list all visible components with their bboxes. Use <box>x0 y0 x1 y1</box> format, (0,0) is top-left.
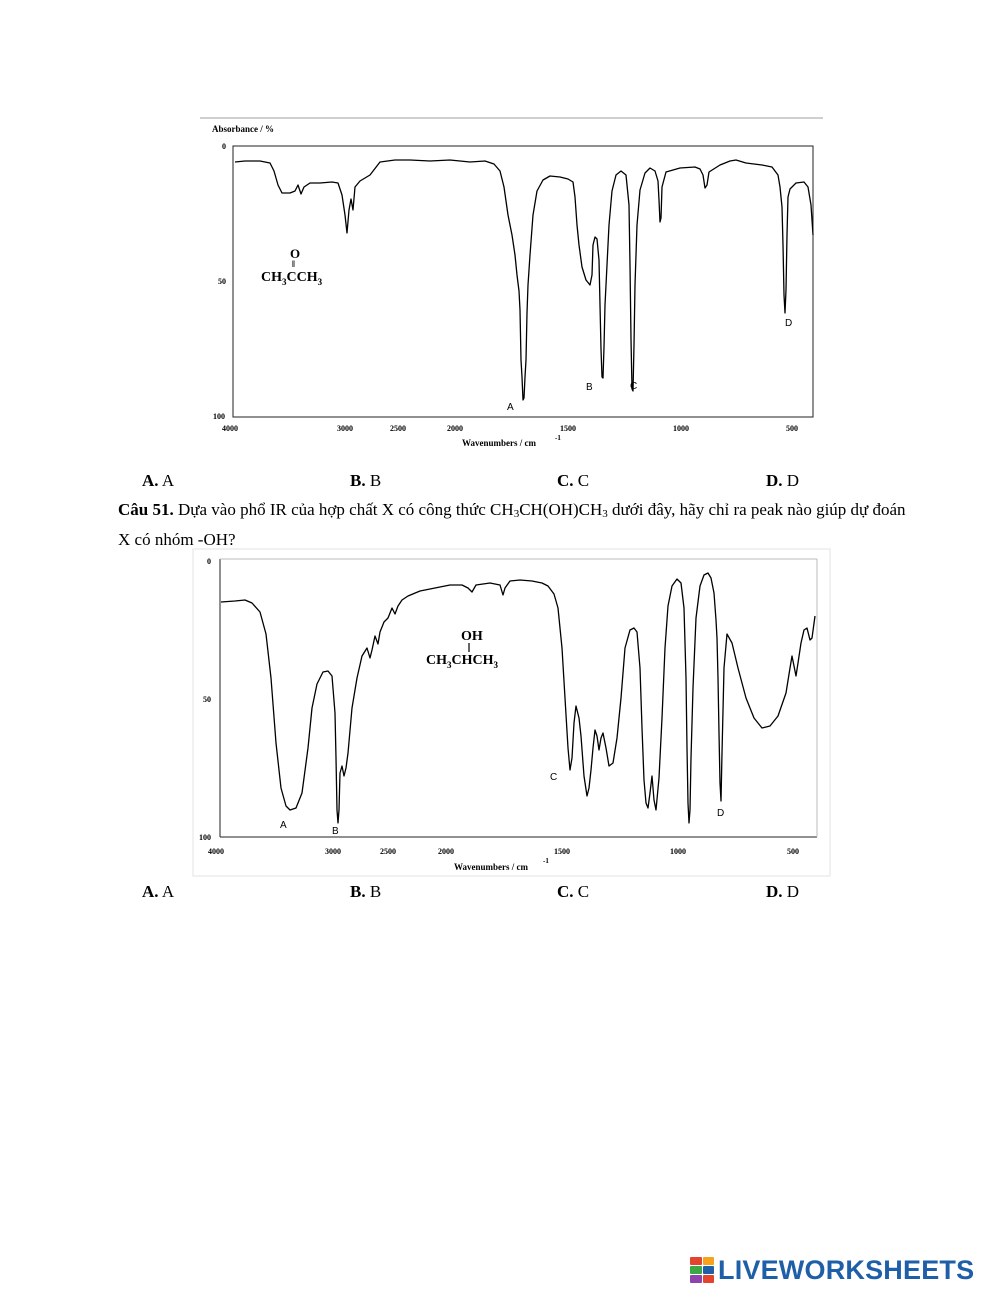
x-tick-1000: 1000 <box>670 847 686 856</box>
option-a[interactable]: A. A <box>142 882 175 901</box>
option-b[interactable]: B. B <box>350 882 382 901</box>
x-tick-3000: 3000 <box>325 847 341 856</box>
x-axis-title: Wavenumbers / cm <box>454 862 528 872</box>
x-tick-2500: 2500 <box>390 424 406 433</box>
x-tick-1000: 1000 <box>673 424 689 433</box>
liveworksheets-icon <box>690 1257 714 1283</box>
x-tick-500: 500 <box>786 424 798 433</box>
answer-options-2 <box>0 882 1000 906</box>
y-tick-50: 50 <box>203 695 211 704</box>
option-c[interactable]: C. C <box>557 882 590 901</box>
x-tick-2500: 2500 <box>380 847 396 856</box>
x-tick-4000: 4000 <box>222 424 238 433</box>
peak-label-b: B <box>586 382 593 393</box>
y-tick-100: 100 <box>213 412 225 421</box>
structure-formula-acetone: $CH_3CCH_3$ <box>261 270 323 287</box>
structure-carbonyl-o: O <box>290 246 301 261</box>
question-number: Câu 51. <box>118 500 174 519</box>
x-tick-4000: 4000 <box>208 847 224 856</box>
y-tick-50: 50 <box>218 277 226 286</box>
x-axis-exponent: -1 <box>543 857 549 865</box>
x-tick-3000: 3000 <box>337 424 353 433</box>
spectrum-trace <box>221 573 815 823</box>
liveworksheets-logo <box>690 1255 974 1285</box>
answer-options-1 <box>0 471 1000 495</box>
y-axis-title: Absorbance / % <box>212 124 275 134</box>
option-a[interactable]: A. A <box>142 471 175 490</box>
structure-formula-isopropanol: $CH_3CHCH_3$ <box>426 653 498 670</box>
y-tick-100: 100 <box>199 833 211 842</box>
x-tick-2000: 2000 <box>438 847 454 856</box>
liveworksheets-wordmark: LIVEWORKSHEETS <box>718 1254 975 1285</box>
option-b[interactable]: B. B <box>350 471 382 490</box>
peak-label-c: C <box>630 381 638 392</box>
peak-label-a: A <box>280 820 287 831</box>
y-tick-0: 0 <box>222 142 226 151</box>
ir-spectrum-acetone <box>200 115 825 460</box>
structure-double-bond: ǁ <box>292 259 295 269</box>
x-tick-500: 500 <box>787 847 799 856</box>
x-tick-1500: 1500 <box>554 847 570 856</box>
x-tick-1500: 1500 <box>560 424 576 433</box>
peak-label-c: C <box>550 772 558 783</box>
ir-spectrum-isopropanol <box>190 548 832 878</box>
x-axis-title: Wavenumbers / cm <box>462 438 536 448</box>
ir-spectrum-isopropanol-svg <box>190 548 832 878</box>
peak-label-a: A <box>507 402 514 413</box>
peak-label-d: D <box>785 318 793 329</box>
x-axis-exponent: -1 <box>555 434 561 442</box>
structure-hydroxyl: OH <box>461 629 483 644</box>
option-c[interactable]: C. C <box>557 471 590 490</box>
image-border <box>193 549 830 876</box>
option-d[interactable]: D. D <box>766 471 800 490</box>
peak-label-d: D <box>717 808 725 819</box>
option-d[interactable]: D. D <box>766 882 800 901</box>
y-tick-0: 0 <box>207 557 211 566</box>
x-tick-2000: 2000 <box>447 424 463 433</box>
ir-spectrum-acetone-svg <box>200 115 825 460</box>
question-51: Câu 51. Dựa vào phổ IR của hợp chất X có công thức $CH_3CH(OH)CH_3$ dưới đây, hãy chỉ ra peak nào giúp dự đoán X có nhóm -OH? <box>118 500 906 549</box>
peak-label-b: B <box>332 826 339 837</box>
